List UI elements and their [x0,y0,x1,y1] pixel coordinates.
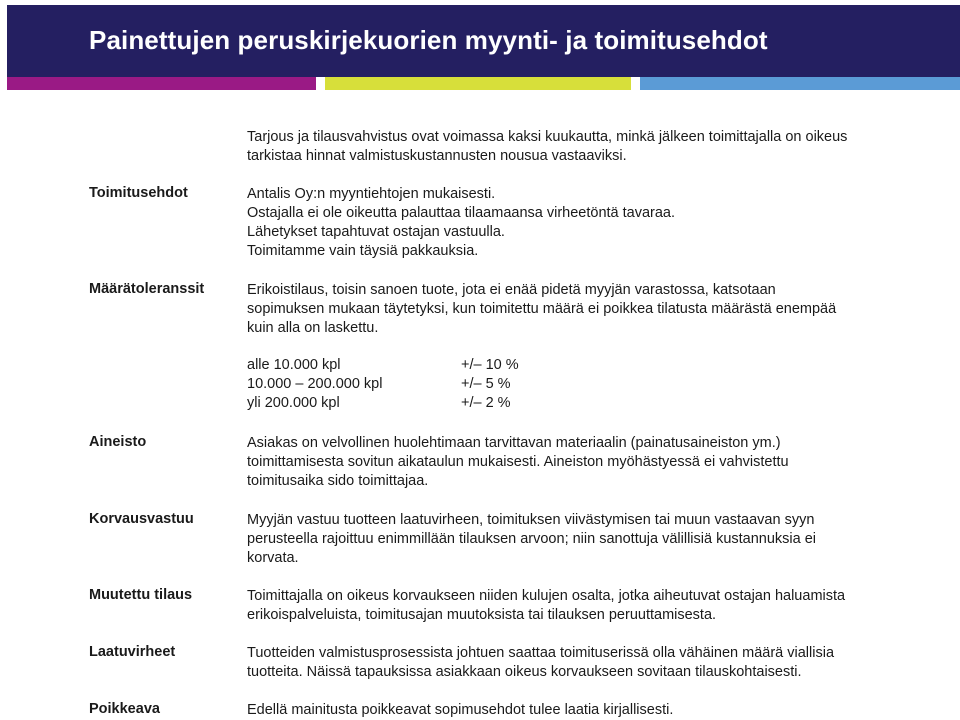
text-line: Tuotteiden valmistusprosessista johtuen saattaa toimituserissä olla vähäinen määrä viallisia [247,645,835,661]
tolerance-row [247,357,519,373]
text-line: sopimuksen mukaan täytetyksi, kun toimitettu määrä ei poikkea tilatusta määrästä enempää [247,301,837,317]
section-label-aineisto: Aineisto [89,434,147,450]
tolerance-value: +/– 2 % [461,395,511,411]
tolerance-row [247,395,511,411]
tolerance-range: alle 10.000 kpl [247,357,341,373]
text-line: Ostajalla ei ole oikeutta palauttaa tilaamaansa virheetöntä tavaraa. [247,205,676,221]
section-text-muutettu-tilaus [247,587,897,625]
section-label-korvausvastuu: Korvausvastuu [89,511,194,527]
text-line: tuotteita. Näissä tapauksissa asiakkaan oikeus korvaukseen sovitaan tilauskohtaisesti. [247,664,802,680]
tolerance-range: yli 200.000 kpl [247,395,340,411]
text-line: erikoispalveluista, toimitusajan muutoksista tai tilauksen peruuttamisesta. [247,607,717,623]
section-text-aineisto [247,434,897,491]
section-text-korvausvastuu [247,511,897,568]
text-line: korvata. [247,550,299,566]
tolerance-value: +/– 5 % [461,376,511,392]
section-label-laatuvirheet: Laatuvirheet [89,644,176,660]
stripe-yellow [325,77,631,90]
text-line: Toimittajalla on oikeus korvaukseen niiden kulujen osalta, jotka aiheutuvat ostajan haluamista [247,588,846,604]
section-label-toimitusehdot: Toimitusehdot [89,185,188,201]
section-label-maaratoleranssit: Määrätoleranssit [89,281,205,297]
text-line: Asiakas on velvollinen huolehtimaan tarvittavan materiaalin (painatusaineiston ym.) [247,435,781,451]
text-line: Edellä mainitusta poikkeavat sopimusehdot tulee laatia kirjallisesti. [247,702,674,718]
text-line: Myyjän vastuu tuotteen laatuvirheen, toimituksen viivästymisen tai muun vastaavan syyn [247,512,815,528]
intro-line: Tarjous ja tilausvahvistus ovat voimassa kaksi kuukautta, minkä jälkeen toimittajalla on oikeus [247,129,848,145]
text-line: kuin alla on laskettu. [247,320,379,336]
text-line: toimittamisesta sovitun aikataulun mukaisesti. Aineiston myöhästyessä ei vahvistettu [247,454,789,470]
text-line: Antalis Oy:n myyntiehtojen mukaisesti. [247,186,496,202]
page-title: Painettujen peruskirjekuorien myynti- ja toimitusehdot [89,25,768,55]
section-label-muutettu-tilaus: Muutettu tilaus [89,587,193,603]
stripe-purple [7,77,316,90]
text-line: perusteella rajoittuu enimmillään tilauksen arvoon; niin sanottuja välillisiä kustannuksia ei [247,531,817,547]
tolerance-range: 10.000 – 200.000 kpl [247,376,383,392]
section-text-toimitusehdot [247,185,897,261]
tolerance-value: +/– 10 % [461,357,519,373]
tolerance-row [247,376,511,392]
text-line: Erikoistilaus, toisin sanoen tuote, jota ei enää pidetä myyjän varastossa, katsotaan [247,282,776,298]
intro-line: tarkistaa hinnat valmistuskustannusten nousua vastaaviksi. [247,148,627,164]
section-text-laatuvirheet [247,644,897,682]
text-line: toimitusaika sido toimittajaa. [247,473,429,489]
section-text-maaratoleranssit [247,281,897,338]
text-line: Lähetykset tapahtuvat ostajan vastuulla. [247,224,505,240]
text-line: Toimitamme vain täysiä pakkauksia. [247,243,479,259]
stripe-blue [640,77,960,90]
section-text-poikkeava [247,701,897,720]
header-banner [7,5,960,77]
section-label-poikkeava: Poikkeava [89,701,160,717]
intro-paragraph [247,128,897,166]
